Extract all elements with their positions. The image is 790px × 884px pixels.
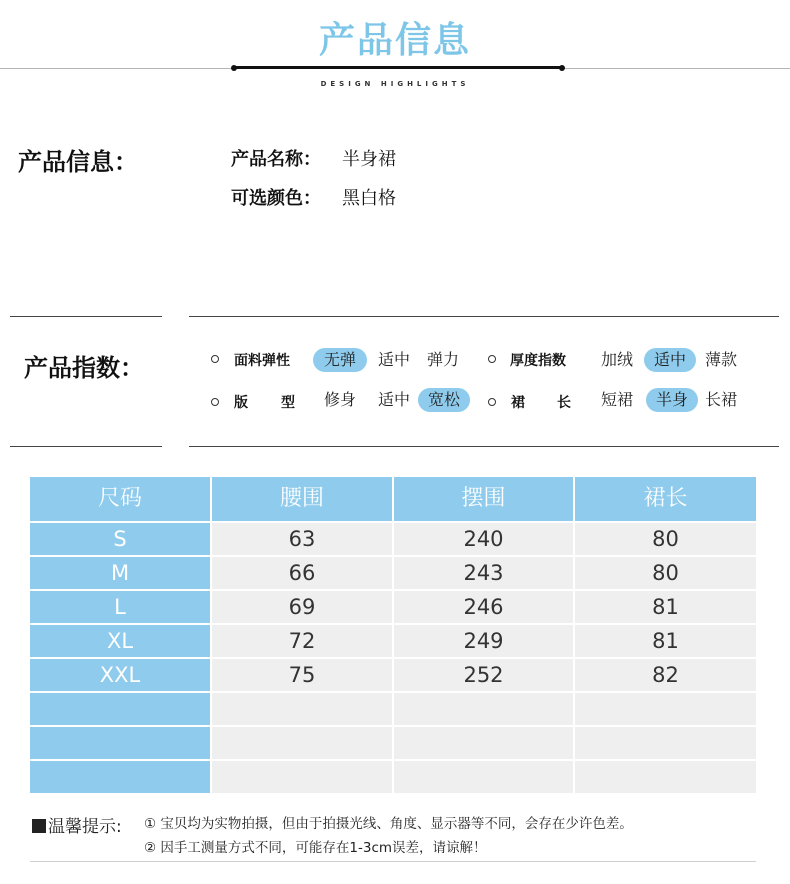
index-top-rule-left bbox=[10, 316, 162, 317]
elasticity-option-none: 无弹 bbox=[313, 348, 367, 372]
thickness-option-thin: 薄款 bbox=[704, 350, 737, 369]
thickness-option-fleece: 加绒 bbox=[600, 350, 633, 369]
table-size-cell: XL bbox=[30, 625, 210, 657]
bullet-circle-icon bbox=[211, 398, 219, 406]
index-bottom-rule-left bbox=[10, 446, 162, 447]
fit-option-medium: 适中 bbox=[377, 390, 410, 409]
page-title: 产品信息 bbox=[318, 20, 471, 61]
tips-note-1: ① 宝贝均为实物拍摄，但由于拍摄光线、角度、显示器等不同，会存在少许色差。 bbox=[144, 816, 633, 832]
header-accent-bar bbox=[234, 66, 562, 69]
thickness-option-medium: 适中 bbox=[644, 348, 696, 372]
table-size-cell: S bbox=[30, 523, 210, 555]
table-cell bbox=[394, 693, 573, 725]
table-cell: 81 bbox=[575, 625, 756, 657]
length-option-midi: 半身 bbox=[646, 388, 698, 412]
table-size-cell: XXL bbox=[30, 659, 210, 691]
table-cell: 63 bbox=[212, 523, 392, 555]
size-table bbox=[30, 477, 756, 795]
table-cell: 72 bbox=[212, 625, 392, 657]
tips-label-text: 温馨提示: bbox=[48, 817, 122, 837]
table-header-cell: 摆围 bbox=[394, 477, 573, 521]
accent-dot-left bbox=[231, 65, 237, 71]
table-cell bbox=[575, 727, 756, 759]
table-size-cell: M bbox=[30, 557, 210, 589]
product-name-value: 半身裙 bbox=[342, 149, 396, 170]
table-cell: 80 bbox=[575, 523, 756, 555]
fit-option-slim: 修身 bbox=[323, 390, 356, 409]
fit-label-part-2: 型 bbox=[281, 395, 295, 411]
length-label-part-2: 长 bbox=[557, 395, 571, 411]
table-header-cell: 尺码 bbox=[30, 477, 210, 521]
table-cell bbox=[394, 761, 573, 793]
table-cell: 252 bbox=[394, 659, 573, 691]
table-size-cell bbox=[30, 693, 210, 725]
bullet-circle-icon bbox=[488, 355, 496, 363]
table-cell: 246 bbox=[394, 591, 573, 623]
table-cell bbox=[575, 761, 756, 793]
index-bottom-rule-right bbox=[189, 446, 779, 447]
tips-label bbox=[32, 812, 122, 837]
table-cell: 66 bbox=[212, 557, 392, 589]
table-cell: 81 bbox=[575, 591, 756, 623]
fit-option-loose: 宽松 bbox=[418, 388, 470, 412]
product-color-value: 黑白格 bbox=[342, 188, 396, 209]
elasticity-option-stretch: 弹力 bbox=[426, 350, 459, 369]
table-cell bbox=[212, 727, 392, 759]
thickness-label: 厚度指数 bbox=[510, 353, 566, 369]
table-size-cell bbox=[30, 727, 210, 759]
accent-dot-right bbox=[559, 65, 565, 71]
bullet-circle-icon bbox=[211, 355, 219, 363]
table-size-cell bbox=[30, 761, 210, 793]
elasticity-option-medium: 适中 bbox=[377, 350, 410, 369]
fit-label-part-1: 版 bbox=[234, 395, 248, 411]
table-cell bbox=[575, 693, 756, 725]
index-top-rule-right bbox=[189, 316, 779, 317]
table-cell: 240 bbox=[394, 523, 573, 555]
table-cell: 75 bbox=[212, 659, 392, 691]
product-color-label: 可选颜色： bbox=[231, 188, 321, 209]
table-cell bbox=[394, 727, 573, 759]
table-cell bbox=[212, 761, 392, 793]
table-cell: 69 bbox=[212, 591, 392, 623]
page-subtitle: DESIGN HIGHLIGHTS bbox=[320, 80, 470, 88]
product-index-heading: 产品指数： bbox=[24, 354, 144, 382]
table-cell: 82 bbox=[575, 659, 756, 691]
square-bullet-icon bbox=[32, 819, 46, 833]
tips-note-2: ② 因手工测量方式不同，可能存在1-3cm误差，请谅解！ bbox=[144, 840, 487, 856]
bullet-circle-icon bbox=[488, 398, 496, 406]
length-option-short: 短裙 bbox=[600, 390, 633, 409]
fabric-elasticity-label: 面料弹性 bbox=[234, 353, 290, 369]
table-header-cell: 腰围 bbox=[212, 477, 392, 521]
product-name-label: 产品名称： bbox=[231, 149, 321, 170]
table-header-cell: 裙长 bbox=[575, 477, 756, 521]
length-label-part-1: 裙 bbox=[511, 395, 525, 411]
product-info-heading: 产品信息： bbox=[18, 148, 138, 176]
length-option-long: 长裙 bbox=[704, 390, 737, 409]
bottom-divider bbox=[30, 861, 756, 862]
table-cell: 80 bbox=[575, 557, 756, 589]
table-cell: 249 bbox=[394, 625, 573, 657]
table-cell: 243 bbox=[394, 557, 573, 589]
table-cell bbox=[212, 693, 392, 725]
table-size-cell: L bbox=[30, 591, 210, 623]
